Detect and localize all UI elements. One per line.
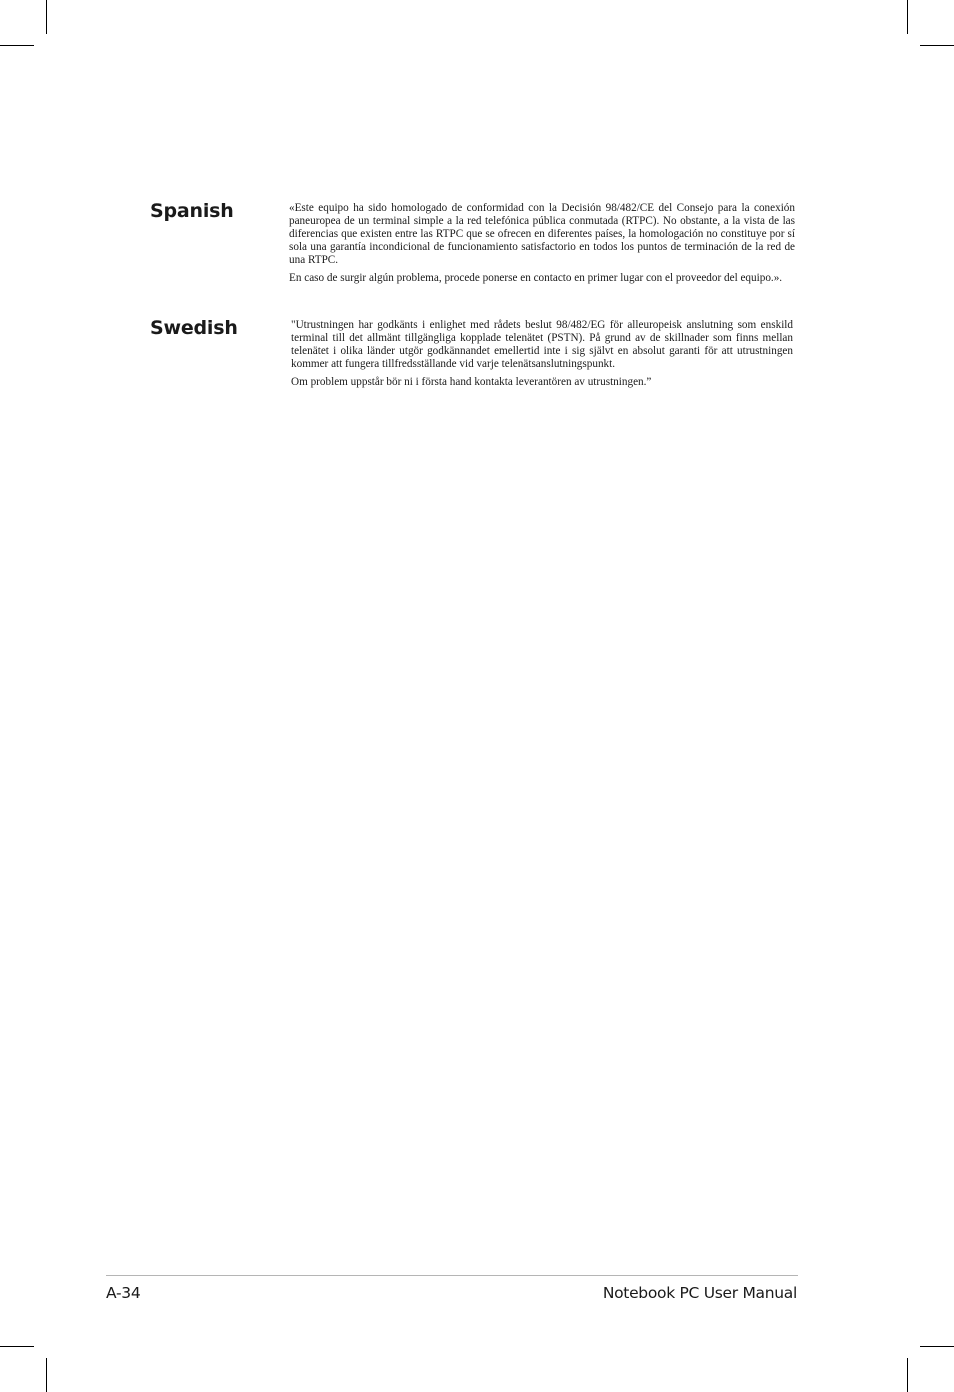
page-number: A-34 xyxy=(106,1284,141,1302)
section-body-spanish xyxy=(289,202,795,284)
crop-mark xyxy=(907,0,908,34)
crop-mark xyxy=(46,0,47,34)
crop-mark xyxy=(0,45,34,46)
section-body-swedish xyxy=(291,319,793,389)
crop-mark xyxy=(907,1358,908,1392)
paragraph: Om problem uppstår bör ni i första hand kontakta leverantören av utrustningen.” xyxy=(291,375,652,388)
paragraph: "Utrustningen har godkänts i enlighet med rådets beslut 98/482/EG för alleuropeisk anslutning som enskild terminal till det allmänt tillgängliga kopplade telenätet (PSTN). På grund av de skillnader som finns mellan telenätet i olika länder utgör godkännandet emellertid inte i sig självt en absolut garanti för att utrustningen kommer att fungera tillfredsställande vid varje telenätsanslutningspunkt. xyxy=(291,319,793,370)
manual-title: Notebook PC User Manual xyxy=(602,1284,797,1302)
paragraph: «Este equipo ha sido homologado de conformidad con la Decisión 98/482/CE del Consejo para la conexión paneuropea de un terminal simple a la red telefónica pública conmutada (RTPC). No obstante, a la vista de las diferencias que existen entre las RTPC que se ofrecen en diferentes países, la homologación no constituye por sí sola una garantía incondicional de funcionamiento satisfactorio en todos los puntos de terminación de la red de una RTPC. xyxy=(289,202,795,266)
crop-mark xyxy=(920,45,954,46)
crop-mark xyxy=(0,1346,34,1347)
footer-divider xyxy=(106,1275,798,1276)
section-heading-spanish: Spanish xyxy=(150,200,234,222)
paragraph: En caso de surgir algún problema, procede ponerse en contacto en primer lugar con el proveedor del equipo.». xyxy=(289,271,783,284)
section-heading-swedish: Swedish xyxy=(150,317,238,339)
crop-mark xyxy=(46,1358,47,1392)
crop-mark xyxy=(920,1346,954,1347)
